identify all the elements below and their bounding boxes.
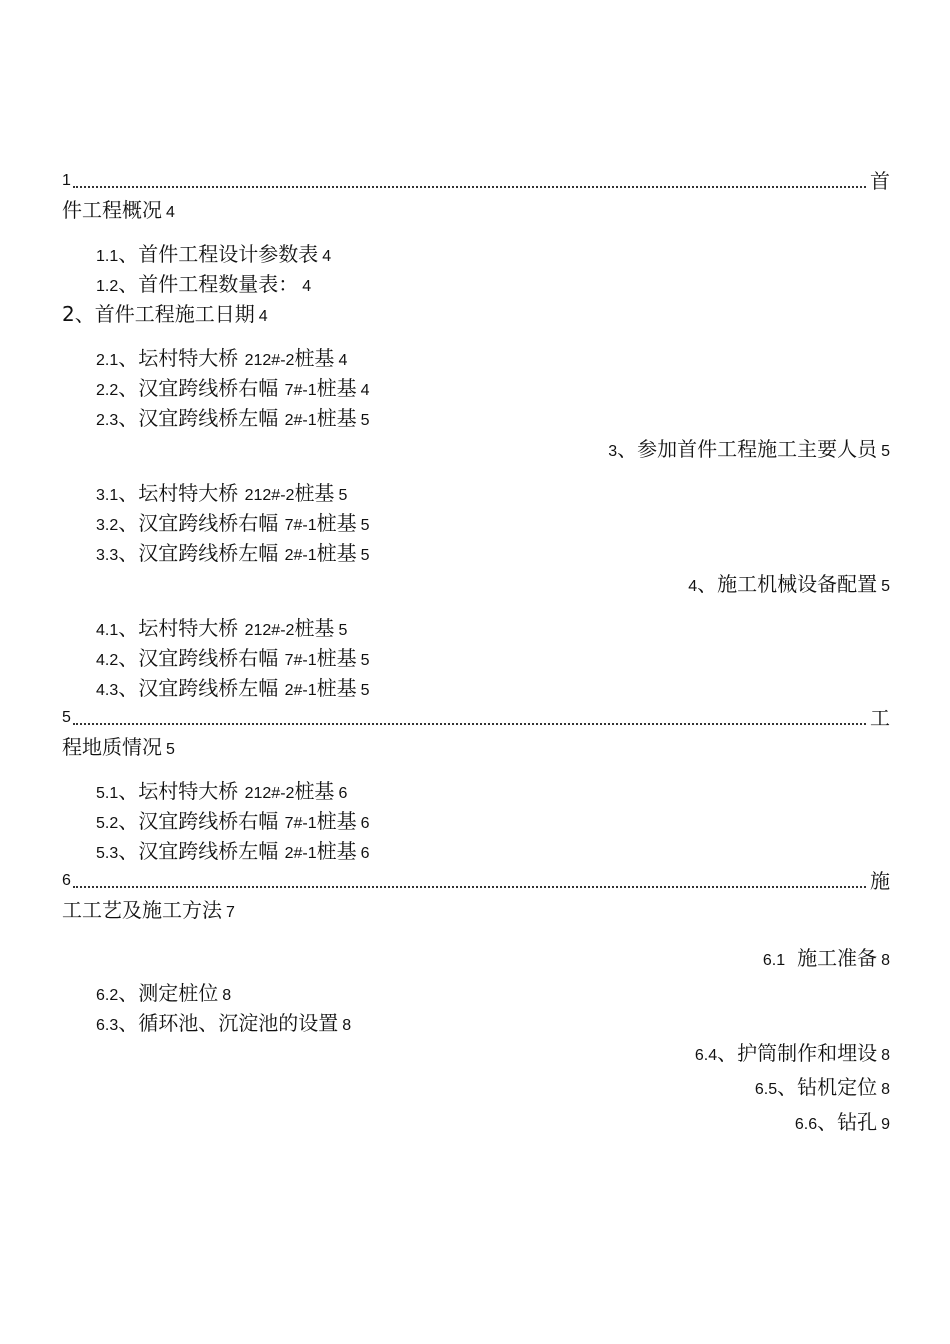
- toc-entry-title: 、汉宜跨线桥右幅: [118, 376, 279, 400]
- toc-entry-title-start: 施: [870, 869, 890, 893]
- toc-page-number: 8: [342, 1017, 352, 1034]
- toc-page-number: 8: [222, 987, 232, 1004]
- toc-entry-title: 件工程概况: [62, 198, 162, 222]
- toc-entry-title: 、坛村特大桥: [118, 346, 239, 370]
- toc-entry-4[interactable]: [688, 571, 890, 600]
- toc-entry-number: 4.2: [96, 652, 119, 669]
- toc-entry-5-3[interactable]: [96, 838, 370, 867]
- toc-entry-6[interactable]: [62, 868, 890, 894]
- toc-entry-title: 、钻机定位: [777, 1075, 878, 1099]
- toc-entry-suffix: 桩基: [316, 839, 357, 863]
- toc-page-number: 7: [226, 904, 235, 921]
- toc-entry-title: 、坛村特大桥: [118, 481, 239, 505]
- toc-entry-code: 212#-2: [244, 785, 295, 802]
- toc-entry-number: 5.1: [96, 785, 119, 802]
- toc-entry-code: 7#-1: [284, 382, 317, 399]
- toc-page-number: 6: [360, 815, 370, 832]
- toc-entry-1-1[interactable]: [96, 241, 331, 270]
- toc-entry-3[interactable]: [608, 436, 890, 465]
- toc-entry-number: 5.2: [96, 815, 119, 832]
- toc-page-number: 4: [166, 204, 175, 221]
- toc-page-number: 4: [302, 278, 312, 295]
- toc-entry-5[interactable]: [62, 705, 890, 731]
- toc-page-number: 6: [360, 845, 370, 862]
- toc-entry-5-1[interactable]: [96, 778, 347, 807]
- toc-entry-6-6[interactable]: [795, 1109, 890, 1138]
- toc-entry-code: 212#-2: [244, 487, 295, 504]
- toc-page-number: 5: [360, 547, 370, 564]
- toc-entry-suffix: 桩基: [316, 676, 357, 700]
- toc-entry-title: 、汉宜跨线桥左幅: [118, 839, 279, 863]
- toc-entry-title: 、钻孔: [817, 1110, 878, 1134]
- toc-entry-code: 2#-1: [284, 845, 317, 862]
- toc-entry-title-start: 工: [870, 706, 890, 730]
- toc-entry-number: 3.3: [96, 547, 119, 564]
- toc-page-number: 5: [360, 517, 370, 534]
- toc-entry-code: 2#-1: [284, 682, 317, 699]
- toc-entry-2-2[interactable]: [96, 375, 370, 404]
- toc-entry-number: 5.3: [96, 845, 119, 862]
- toc-entry-title: 、护筒制作和埋设: [717, 1041, 878, 1065]
- toc-entry-2[interactable]: [62, 301, 268, 330]
- toc-page-number: 5: [360, 652, 370, 669]
- toc-entry-title: 、测定桩位: [118, 981, 219, 1005]
- toc-entry-number: 6.5: [754, 1081, 778, 1098]
- toc-entry-title: 、汉宜跨线桥左幅: [118, 406, 279, 430]
- toc-entry-3-1[interactable]: [96, 480, 347, 509]
- toc-entry-number: 6.1: [762, 952, 786, 969]
- toc-entry-1-2[interactable]: [96, 271, 311, 300]
- toc-entry-4-2[interactable]: [96, 645, 370, 674]
- toc-page-number: 5: [338, 622, 348, 639]
- toc-entry-title: 工工艺及施工方法: [62, 898, 222, 922]
- dot-leader: [73, 186, 866, 188]
- toc-page-number: 5: [881, 578, 890, 595]
- dot-leader: [73, 886, 866, 888]
- toc-page-number: 8: [881, 1047, 890, 1064]
- toc-entry-title: 、汉宜跨线桥右幅: [118, 646, 279, 670]
- toc-entry-code: 2#-1: [284, 547, 317, 564]
- toc-entry-title: 、施工机械设备配置: [697, 572, 878, 596]
- toc-entry-suffix: 桩基: [316, 541, 357, 565]
- toc-entry-suffix: 桩基: [294, 616, 335, 640]
- toc-page-number: 4: [322, 248, 332, 265]
- toc-entry-title: 、汉宜跨线桥右幅: [118, 809, 279, 833]
- toc-page-number: 9: [881, 1116, 890, 1133]
- toc-entry-5-2[interactable]: [96, 808, 370, 837]
- toc-entry-number: 4.3: [96, 682, 119, 699]
- toc-entry-6-3[interactable]: [96, 1010, 351, 1039]
- toc-page-number: 5: [881, 443, 890, 460]
- toc-entry-suffix: 桩基: [316, 406, 357, 430]
- toc-entry-title: 、坛村特大桥: [118, 779, 239, 803]
- toc-page-number: 5: [338, 487, 348, 504]
- toc-entry-suffix: 桩基: [316, 376, 357, 400]
- toc-entry-code: 7#-1: [284, 517, 317, 534]
- toc-entry-title: 、参加首件工程施工主要人员: [617, 437, 878, 461]
- toc-entry-number: 1.2: [96, 278, 119, 295]
- toc-entry-suffix: 桩基: [294, 481, 335, 505]
- toc-entry-code: 7#-1: [284, 652, 317, 669]
- toc-entry-6-continuation[interactable]: [62, 897, 235, 926]
- dot-leader: [73, 723, 866, 725]
- toc-entry-title-start: 首: [870, 169, 890, 193]
- toc-entry-title: 、汉宜跨线桥右幅: [118, 511, 279, 535]
- toc-entry-number: 3.1: [96, 487, 119, 504]
- toc-page-number: 4: [258, 308, 268, 325]
- toc-entry-number: 3: [608, 443, 618, 460]
- toc-entry-number: 4.1: [96, 622, 119, 639]
- toc-entry-suffix: 桩基: [294, 779, 335, 803]
- toc-entry-title: 、汉宜跨线桥左幅: [118, 676, 279, 700]
- toc-entry-number: 2.1: [96, 352, 119, 369]
- toc-entry-suffix: 桩基: [294, 346, 335, 370]
- toc-entry-6-4[interactable]: [695, 1040, 890, 1069]
- toc-entry-2-1[interactable]: [96, 345, 347, 374]
- toc-entry-4-1[interactable]: [96, 615, 347, 644]
- toc-entry-title: 、循环池、沉淀池的设置: [118, 1011, 339, 1035]
- toc-entry-number: 6.4: [694, 1047, 718, 1064]
- toc-entry-title: 、首件工程数量表：: [118, 272, 299, 296]
- toc-entry-3-3[interactable]: [96, 540, 370, 569]
- toc-entry-title: 、汉宜跨线桥左幅: [118, 541, 279, 565]
- toc-page-number: 6: [338, 785, 348, 802]
- toc-entry-title: 2、首件工程施工日期: [62, 302, 255, 326]
- toc-entry-number: 3.2: [96, 517, 119, 534]
- toc-entry-5-continuation[interactable]: [62, 734, 175, 763]
- toc-entry-6-1[interactable]: [763, 945, 890, 974]
- toc-entry-title: 施工准备: [797, 946, 878, 970]
- toc-entry-6-2[interactable]: [96, 980, 231, 1009]
- toc-entry-6-5[interactable]: [755, 1074, 890, 1103]
- toc-entry-number: 1.1: [96, 248, 119, 265]
- toc-entry-title: 程地质情况: [62, 735, 162, 759]
- toc-entry-1-continuation[interactable]: [62, 197, 175, 226]
- toc-entry-3-2[interactable]: [96, 510, 370, 539]
- toc-entry-number: 6.2: [96, 987, 119, 1004]
- toc-page-number: 8: [881, 1081, 890, 1098]
- toc-entry-title: 、坛村特大桥: [118, 616, 239, 640]
- toc-entry-1[interactable]: [62, 168, 890, 194]
- toc-page-number: 5: [360, 412, 370, 429]
- toc-page-number: 4: [338, 352, 348, 369]
- toc-entry-code: 212#-2: [244, 622, 295, 639]
- toc-page-number: 5: [360, 682, 370, 699]
- toc-entry-suffix: 桩基: [316, 809, 357, 833]
- toc-entry-number: 5: [62, 709, 71, 726]
- toc-entry-4-3[interactable]: [96, 675, 370, 704]
- toc-entry-suffix: 桩基: [316, 511, 357, 535]
- toc-entry-number: 2.3: [96, 412, 119, 429]
- toc-entry-number: 6.3: [96, 1017, 119, 1034]
- toc-entry-code: 2#-1: [284, 412, 317, 429]
- toc-entry-number: 1: [62, 172, 71, 189]
- toc-page-number: 4: [360, 382, 370, 399]
- toc-entry-2-3[interactable]: [96, 405, 370, 434]
- toc-entry-number: 6: [62, 872, 71, 889]
- toc-entry-code: 7#-1: [284, 815, 317, 832]
- toc-entry-code: 212#-2: [244, 352, 295, 369]
- toc-entry-number: 4: [688, 578, 698, 595]
- toc-entry-suffix: 桩基: [316, 646, 357, 670]
- toc-page-number: 8: [881, 952, 890, 969]
- toc-entry-number: 6.6: [794, 1116, 818, 1133]
- toc-page-number: 5: [166, 741, 175, 758]
- toc-entry-title: 、首件工程设计参数表: [118, 242, 319, 266]
- toc-entry-number: 2.2: [96, 382, 119, 399]
